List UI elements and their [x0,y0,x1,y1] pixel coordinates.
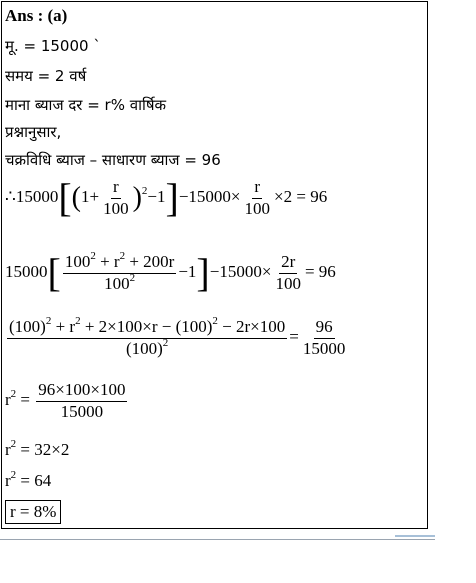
96-over-15000 [301,318,348,358]
relation-line: चक्रविधि ब्याज – साधारण ब्याज = 96 [5,151,221,169]
bottom-rule [0,539,435,540]
therefore-symbol: ∴ [5,187,16,207]
equals-sign: = [289,327,299,347]
step6-equation [5,471,51,491]
equals-96: = 96 [304,262,336,282]
expansion-fraction [63,250,177,293]
minus-one: −1 [178,262,197,282]
r: r [5,440,11,459]
principal-line: मू. = 15000 ` [5,37,101,55]
time-line: समय = 2 वर्ष [5,67,87,85]
open-paren: ( [71,182,81,214]
num-a: 100 [64,252,91,271]
den: (100) [125,338,163,358]
step1-equation [5,175,328,221]
exp: 2 [10,469,17,481]
r-over-100-b [243,178,273,218]
frac-num [63,250,177,274]
rhs: = 64 [16,471,52,490]
frac-den [102,271,137,294]
step4-equation [5,381,129,421]
exp: 2 [119,250,126,262]
frac-den: 15000 [60,401,104,421]
frac-den: 15000 [302,338,346,358]
answer-label: Ans : (a) [5,6,68,25]
close-paren: ) [132,182,142,214]
frac-den: 100 [275,273,301,293]
frac-den: 100 [244,198,271,218]
exp: 2 [90,250,96,262]
p1: (100) [9,317,46,336]
rate-line: माना ब्याज दर = r% वार्षिक [5,96,167,114]
step5-equation [5,440,69,460]
step2-equation [5,250,336,296]
close-bracket: ] [165,175,179,221]
equals: = [16,390,35,410]
frac-num [7,315,287,339]
rhs: = 32×2 [16,440,70,459]
exponent: 2 [141,185,148,198]
r-over-100 [101,178,131,218]
open-bracket: [ [58,175,72,221]
as-per-question-line: प्रश्नानुसार, [5,123,62,141]
minus-principal: −15000× [209,262,272,282]
p2: + r [51,317,76,336]
bottom-accent-rule [395,535,435,537]
exp: 2 [129,271,136,284]
exp: 2 [212,315,218,327]
r-squared-fraction [36,381,127,421]
minus-one: −1 [147,187,166,207]
frac-num: 2r [279,253,297,274]
num-c: + 200r [125,252,175,271]
exp: 2 [45,315,52,327]
exp: 2 [10,438,17,450]
r: r [5,471,11,490]
p3: + 2×100×r − (100) [80,317,213,336]
frac-num: 96×100×100 [36,381,127,402]
one-plus: 1+ [80,187,100,207]
result-box: r = 8% [5,500,61,524]
big-fraction [7,315,287,358]
2r-over-100 [273,253,303,293]
r: r [5,390,11,410]
frac-den: 100 [103,198,129,218]
close-bracket: ] [196,250,210,296]
frac-num: 96 [314,318,335,339]
p4: − 2r×100 [217,317,286,336]
frac-num: r [111,178,121,199]
step3-equation [5,315,349,358]
minus-principal: −15000× [178,187,241,207]
step2-principal: 15000 [5,262,48,282]
num-b: + r [95,252,120,271]
result-line [5,500,61,524]
exp: 2 [75,315,81,327]
den: 100 [104,273,130,293]
step1-principal: 15000 [15,187,59,207]
frac-den [124,336,170,359]
exp: 2 [162,336,169,349]
times-two-equals: ×2 = 96 [274,187,328,207]
open-bracket: [ [47,250,61,296]
exp: 2 [10,388,17,401]
frac-num: r [252,178,262,199]
